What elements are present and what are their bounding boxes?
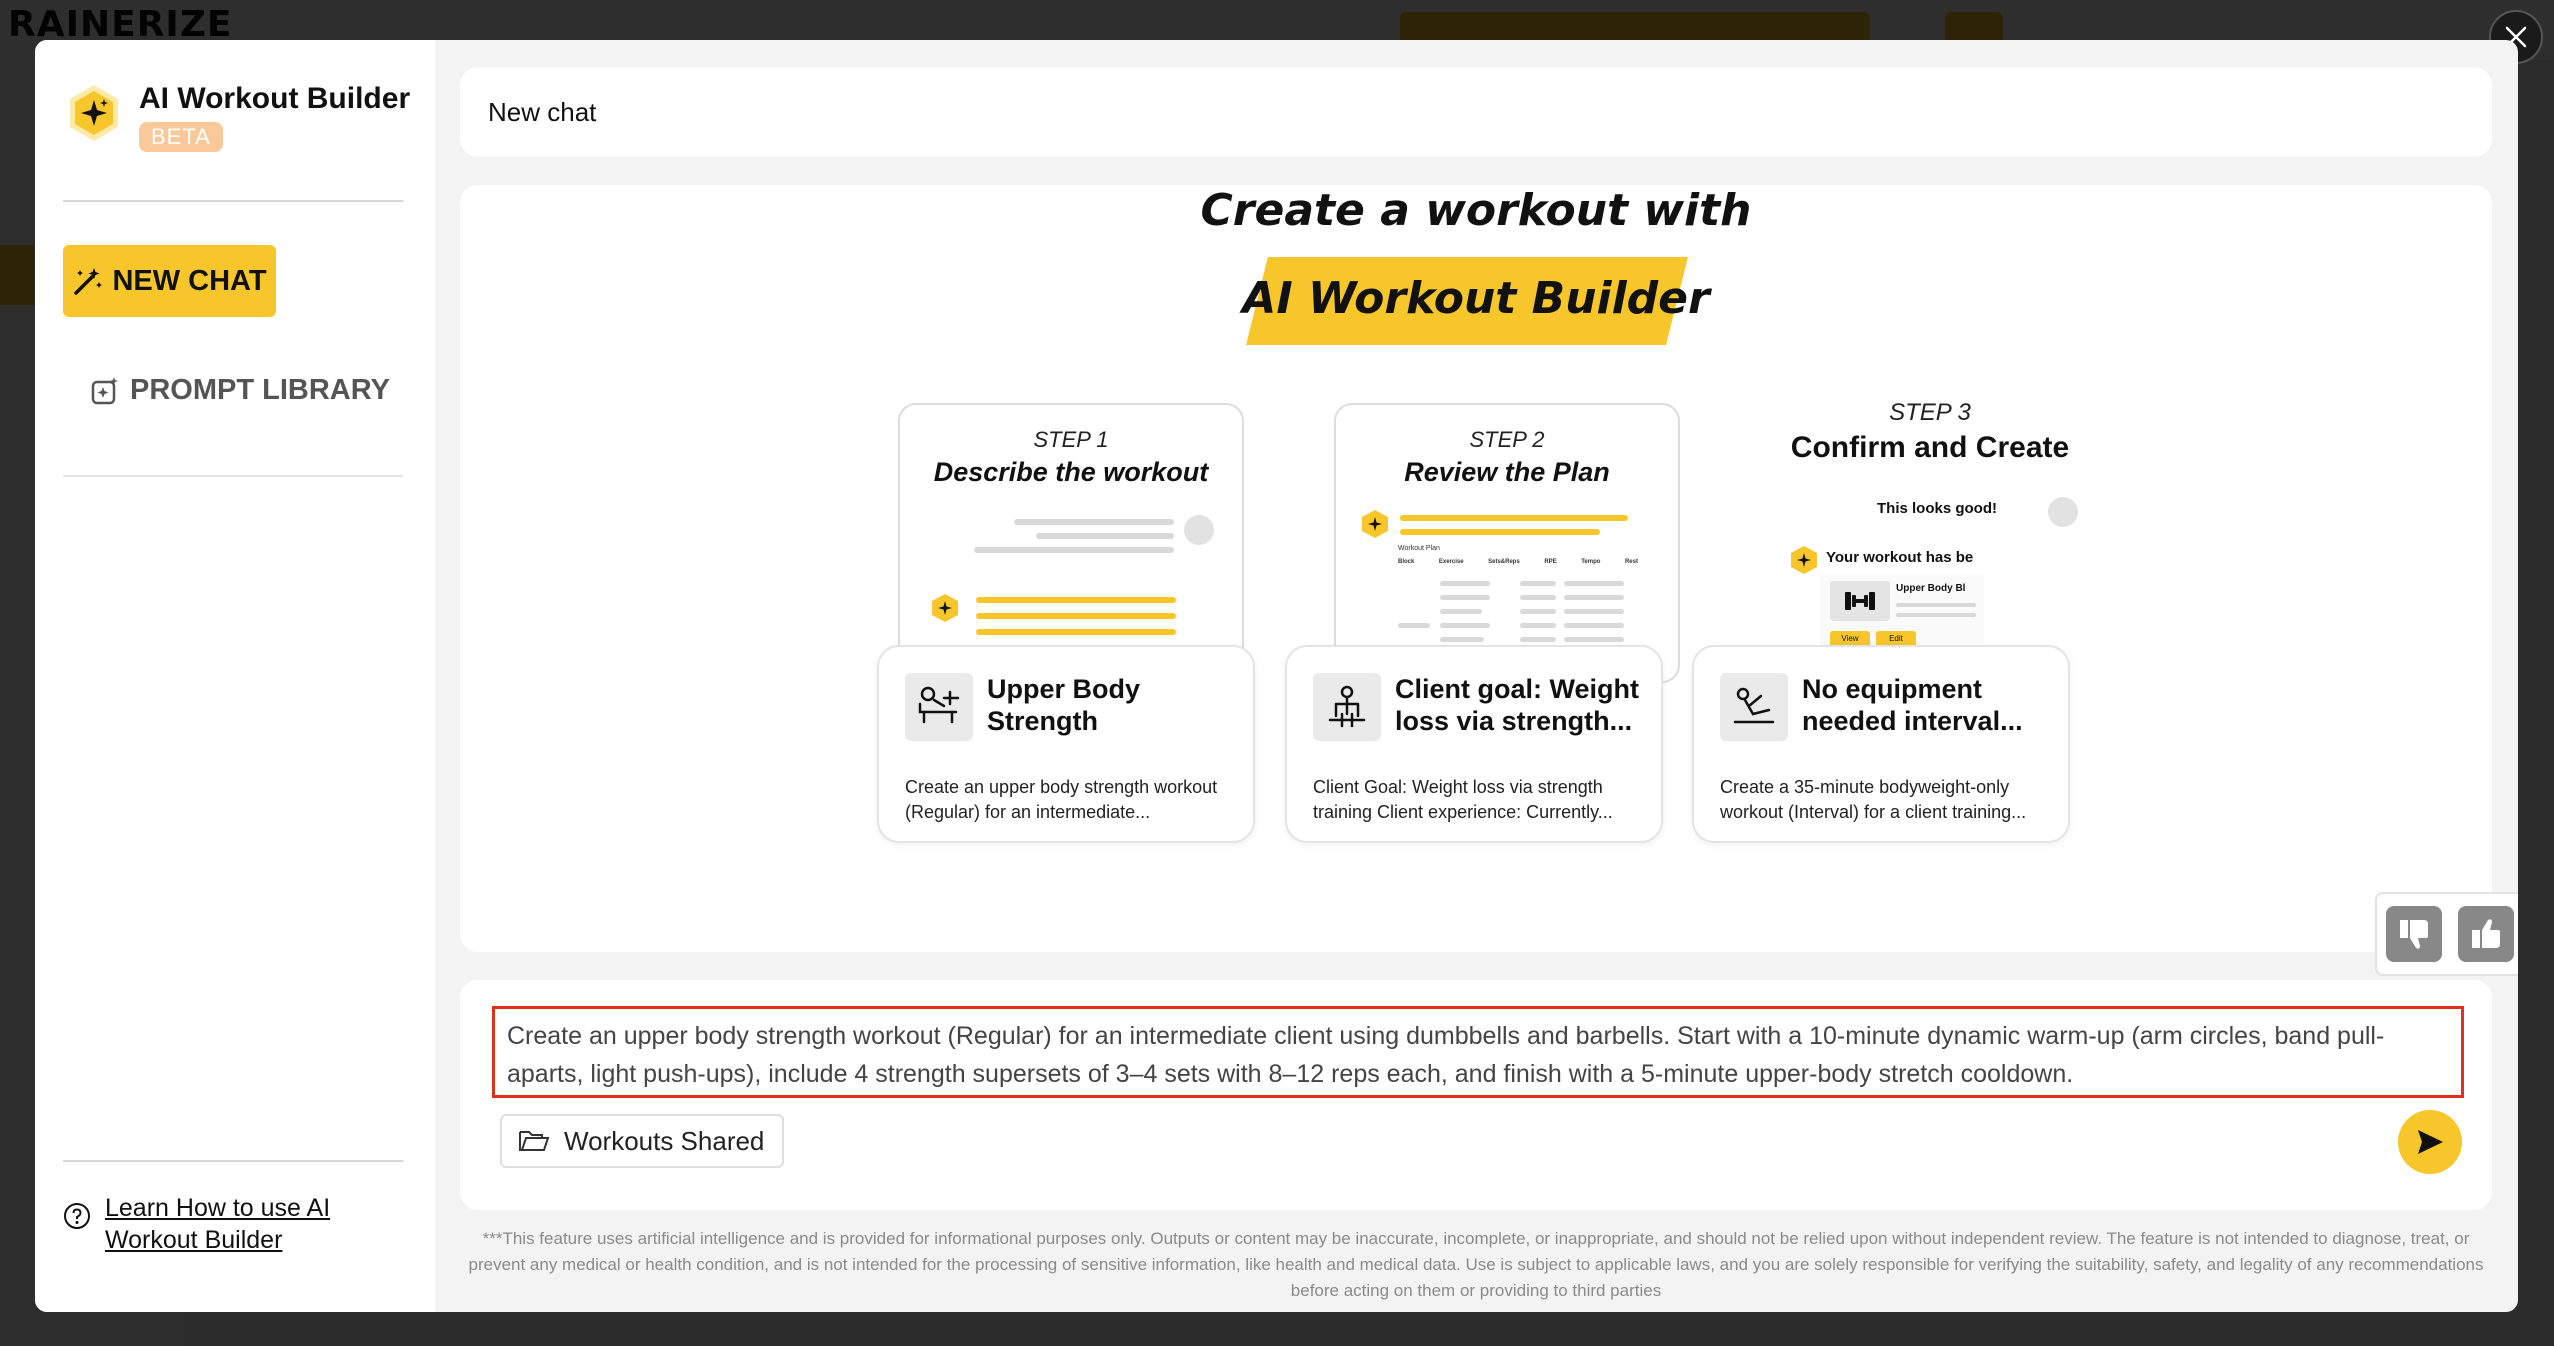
- sidebar: [35, 40, 435, 1312]
- kettlebell-person-icon: [1313, 673, 1381, 741]
- hero-subheading: AI Workout Builder: [1242, 273, 1710, 324]
- sparkle-hex-icon: [930, 593, 960, 623]
- learn-how-link[interactable]: Learn How to use AI Workout Builder: [105, 1194, 331, 1254]
- step-title: Describe the workout: [933, 457, 1209, 487]
- sparkle-square-icon: [90, 376, 120, 406]
- step-label: STEP 3: [1889, 399, 1971, 426]
- suggestion-description: Create an upper body strength workout (Regular) for an intermediate...: [905, 777, 1218, 822]
- new-chat-label: NEW CHAT: [112, 264, 267, 297]
- suggestion-description: Create a 35-minute bodyweight-only workout (Interval) for a client training...: [1720, 777, 2027, 822]
- user-avatar: [1184, 515, 1214, 545]
- suggestion-card[interactable]: [877, 645, 1255, 843]
- workouts-shared-button[interactable]: [500, 1114, 784, 1168]
- step-title: Review the Plan: [1404, 457, 1610, 487]
- suggestion-card[interactable]: [1692, 645, 2070, 843]
- disclaimer: ***This feature uses artificial intelligence and is provided for informational purposes only. Outputs or content may be inaccurate, incomplete, or inappropriate, and should not be relied upon without independent review. The feature is not intended to diagnose, treat, or prevent any medical or health condition, and is not intended for the processing of sensitive information, like health and medical data. Use is subject to applicable laws, and you are solely responsible for verifying the suitability, safety, and legality of any recommendations before acting on them or providing to third parties: [468, 1229, 2484, 1300]
- thumbs-up-button[interactable]: [2458, 906, 2514, 962]
- mini-edit-button: Edit: [1876, 631, 1916, 647]
- sidebar-divider: [63, 475, 403, 477]
- thumbs-down-button[interactable]: [2386, 906, 2442, 962]
- prompt-input[interactable]: Create an upper body strength workout (Regular) for an intermediate client using dumbbells and barbells. Start with a 10-minute dynamic warm-up (arm circles, band pull-aparts, light push-ups), include 4 strength supersets of 3–4 sets with 8–12 reps each, and finish with a 5-minute upper-body stretch cooldown.: [492, 1006, 2464, 1098]
- ai-workout-builder-modal: [35, 40, 2518, 1312]
- prompt-composer: [460, 980, 2492, 1210]
- step-label: STEP 2: [1469, 427, 1545, 452]
- prompt-library-button[interactable]: [90, 374, 390, 407]
- new-chat-button[interactable]: [63, 245, 276, 317]
- question-circle-icon: [63, 1202, 91, 1230]
- step-1-card: [898, 403, 1244, 683]
- mini-workout-title: Upper Body Bl: [1896, 583, 1966, 594]
- magic-wand-icon: [72, 265, 104, 297]
- step-2-card: [1334, 403, 1680, 683]
- sparkle-hex-icon: [63, 82, 125, 144]
- user-avatar: [2048, 497, 2078, 527]
- sidebar-divider: [63, 1160, 403, 1162]
- suggestion-title: Upper Body Strength: [987, 674, 1141, 736]
- beta-badge: BETA: [139, 122, 223, 152]
- mini-view-button: View: [1830, 631, 1870, 647]
- sparkle-hex-icon: [1360, 509, 1390, 539]
- mini-table-header: Block Exercise Sets&Reps RPE Tempo Rest: [1398, 559, 1638, 565]
- brand-title: AI Workout Builder: [139, 82, 411, 115]
- sparkle-hex-icon: [1789, 545, 1819, 575]
- assistant-reply: Your workout has be: [1826, 549, 1974, 566]
- sidebar-divider: [63, 200, 403, 202]
- step-3-card: [1740, 393, 2120, 683]
- send-icon: [2414, 1126, 2446, 1158]
- bench-press-icon: [905, 673, 973, 741]
- hero-heading: Create a workout with: [1200, 185, 1752, 236]
- feedback-widget: [2375, 892, 2518, 976]
- thumbs-down-icon: [2394, 914, 2434, 954]
- chat-title: New chat: [460, 67, 2492, 157]
- mini-table-title: Workout Plan: [1398, 545, 1440, 552]
- suggestion-card[interactable]: [1285, 645, 1663, 843]
- step-title: Confirm and Create: [1790, 431, 2070, 464]
- suggestion-title: No equipment needed interval...: [1802, 674, 2023, 736]
- send-button[interactable]: [2398, 1110, 2462, 1174]
- folder-icon: [518, 1128, 550, 1154]
- brand: [63, 82, 410, 152]
- prompt-library-label: PROMPT LIBRARY: [130, 374, 390, 406]
- workouts-shared-label: Workouts Shared: [564, 1125, 765, 1156]
- suggestion-description: Client Goal: Weight loss via strength training Client experience: Currently...: [1313, 777, 1613, 822]
- user-bubble: This looks good!: [1877, 500, 1997, 517]
- learn-section: [63, 1192, 365, 1256]
- dumbbell-icon: [1830, 581, 1890, 621]
- thumbs-up-icon: [2466, 914, 2506, 954]
- step-label: STEP 1: [1033, 427, 1109, 452]
- suggestion-title: Client goal: Weight loss via strength...: [1395, 674, 1639, 736]
- situp-icon: [1720, 673, 1788, 741]
